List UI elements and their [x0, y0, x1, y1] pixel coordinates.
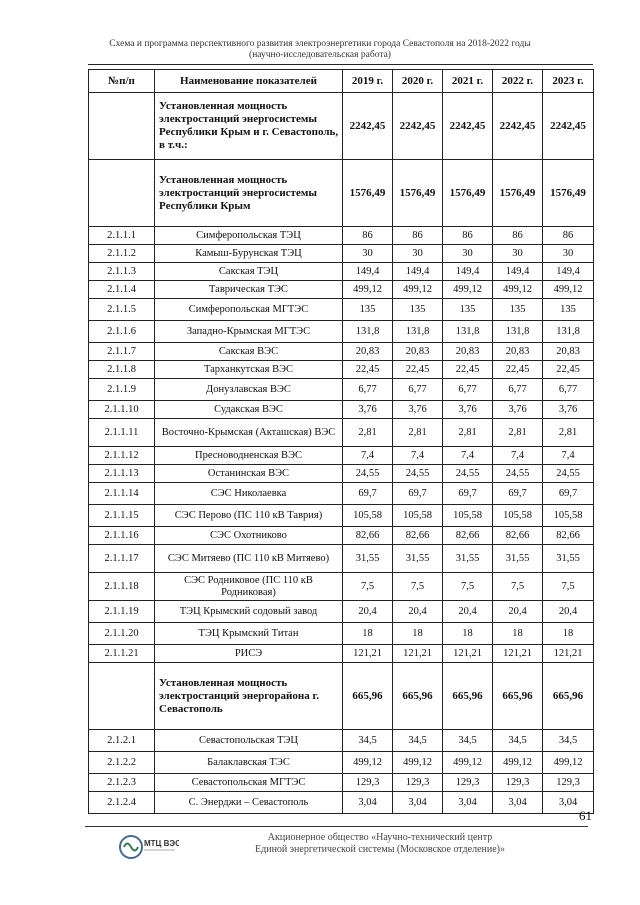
value-cell: 86: [443, 227, 493, 245]
table-row: [89, 483, 594, 505]
value-cell: 18: [543, 623, 594, 645]
table-header-row: [89, 70, 594, 93]
value-cell: 121,21: [343, 645, 393, 663]
value-cell: 665,96: [443, 663, 493, 730]
value-cell: 31,55: [493, 545, 543, 573]
value-cell: 7,4: [393, 447, 443, 465]
row-name-cell: СЭС Охотниково: [155, 527, 343, 545]
value-cell: 82,66: [493, 527, 543, 545]
column-header: 2023 г.: [543, 70, 594, 93]
table-row: [89, 545, 594, 573]
row-number-cell: 2.1.1.13: [89, 465, 155, 483]
table-section-row: [89, 160, 594, 227]
value-cell: 82,66: [393, 527, 443, 545]
value-cell: 20,83: [393, 343, 443, 361]
table-row: [89, 730, 594, 752]
value-cell: 30: [493, 245, 543, 263]
row-name-cell: Камыш-Бурунская ТЭЦ: [155, 245, 343, 263]
row-name-cell: Установленная мощность электростанций энергорайона г. Севастополь: [155, 663, 343, 730]
value-cell: 7,4: [543, 447, 594, 465]
value-cell: 20,83: [543, 343, 594, 361]
value-cell: 20,4: [443, 601, 493, 623]
row-number-cell: 2.1.1.12: [89, 447, 155, 465]
value-cell: 7,4: [443, 447, 493, 465]
table-row: [89, 361, 594, 379]
row-name-cell: СЭС Николаевка: [155, 483, 343, 505]
value-cell: 3,76: [343, 401, 393, 419]
row-name-cell: ТЭЦ Крымский содовый завод: [155, 601, 343, 623]
value-cell: 18: [343, 623, 393, 645]
capacity-table: [88, 69, 594, 814]
table-body: [89, 93, 594, 814]
row-name-cell: Судакская ВЭС: [155, 401, 343, 419]
value-cell: 69,7: [393, 483, 443, 505]
table-row: [89, 774, 594, 792]
table-section-row: [89, 93, 594, 160]
row-number-cell: [89, 93, 155, 160]
value-cell: 24,55: [393, 465, 443, 483]
value-cell: 149,4: [443, 263, 493, 281]
value-cell: 665,96: [493, 663, 543, 730]
value-cell: 6,77: [443, 379, 493, 401]
table-row: [89, 419, 594, 447]
column-header: 2020 г.: [393, 70, 443, 93]
value-cell: 31,55: [343, 545, 393, 573]
value-cell: 499,12: [543, 281, 594, 299]
table-row: [89, 401, 594, 419]
value-cell: 22,45: [493, 361, 543, 379]
value-cell: 34,5: [543, 730, 594, 752]
row-name-cell: Симферопольская МГТЭС: [155, 299, 343, 321]
row-name-cell: Севастопольская МГТЭС: [155, 774, 343, 792]
value-cell: 499,12: [393, 281, 443, 299]
table-row: [89, 379, 594, 401]
row-name-cell: СЭС Перово (ПС 110 кВ Таврия): [155, 505, 343, 527]
value-cell: 135: [343, 299, 393, 321]
page-number: 61: [579, 808, 592, 823]
value-cell: 82,66: [343, 527, 393, 545]
value-cell: 86: [343, 227, 393, 245]
value-cell: 121,21: [543, 645, 594, 663]
value-cell: 499,12: [443, 281, 493, 299]
value-cell: 6,77: [493, 379, 543, 401]
value-cell: 3,04: [393, 792, 443, 814]
row-number-cell: [89, 160, 155, 227]
value-cell: 7,5: [543, 573, 594, 601]
value-cell: 129,3: [443, 774, 493, 792]
column-header: 2019 г.: [343, 70, 393, 93]
value-cell: 20,83: [343, 343, 393, 361]
value-cell: 149,4: [493, 263, 543, 281]
value-cell: 131,8: [493, 321, 543, 343]
value-cell: 20,4: [493, 601, 543, 623]
value-cell: 3,76: [443, 401, 493, 419]
value-cell: 2,81: [543, 419, 594, 447]
value-cell: 86: [393, 227, 443, 245]
value-cell: 30: [343, 245, 393, 263]
row-number-cell: 2.1.1.3: [89, 263, 155, 281]
row-name-cell: Сакская ТЭЦ: [155, 263, 343, 281]
row-name-cell: Симферопольская ТЭЦ: [155, 227, 343, 245]
value-cell: 3,04: [443, 792, 493, 814]
value-cell: 69,7: [443, 483, 493, 505]
footer-divider: [85, 826, 588, 827]
row-name-cell: Пресноводненская ВЭС: [155, 447, 343, 465]
row-number-cell: 2.1.1.7: [89, 343, 155, 361]
value-cell: 22,45: [443, 361, 493, 379]
value-cell: 2,81: [343, 419, 393, 447]
value-cell: 499,12: [393, 752, 443, 774]
value-cell: 2,81: [443, 419, 493, 447]
column-header: Наименование показателей: [155, 70, 343, 93]
row-number-cell: 2.1.2.3: [89, 774, 155, 792]
value-cell: 121,21: [443, 645, 493, 663]
value-cell: 105,58: [343, 505, 393, 527]
row-number-cell: 2.1.1.18: [89, 573, 155, 601]
value-cell: 2242,45: [443, 93, 493, 160]
value-cell: 499,12: [543, 752, 594, 774]
table-row: [89, 299, 594, 321]
row-number-cell: 2.1.1.11: [89, 419, 155, 447]
value-cell: 665,96: [393, 663, 443, 730]
value-cell: 20,83: [443, 343, 493, 361]
value-cell: 7,5: [343, 573, 393, 601]
table-row: [89, 645, 594, 663]
value-cell: 30: [393, 245, 443, 263]
value-cell: 6,77: [343, 379, 393, 401]
value-cell: 499,12: [493, 752, 543, 774]
value-cell: 1576,49: [393, 160, 443, 227]
value-cell: 135: [493, 299, 543, 321]
row-number-cell: 2.1.2.4: [89, 792, 155, 814]
row-name-cell: Тарханкутская ВЭС: [155, 361, 343, 379]
value-cell: 665,96: [343, 663, 393, 730]
value-cell: 1576,49: [543, 160, 594, 227]
header-subtitle: (научно-исследовательская работа): [249, 50, 391, 60]
value-cell: 121,21: [493, 645, 543, 663]
table-row: [89, 465, 594, 483]
value-cell: 499,12: [343, 281, 393, 299]
table-row: [89, 623, 594, 645]
row-name-cell: Балаклавская ТЭС: [155, 752, 343, 774]
row-name-cell: СЭС Митяево (ПС 110 кВ Митяево): [155, 545, 343, 573]
row-number-cell: 2.1.1.6: [89, 321, 155, 343]
table-row: [89, 792, 594, 814]
row-number-cell: 2.1.1.19: [89, 601, 155, 623]
footer-line-2: Единой энергетической системы (Московское отделение)»: [255, 844, 505, 855]
table-row: [89, 227, 594, 245]
row-number-cell: 2.1.2.2: [89, 752, 155, 774]
company-logo-icon: [117, 830, 179, 864]
row-name-cell: СЭС Родниковое (ПС 110 кВ Родниковая): [155, 573, 343, 601]
row-number-cell: 2.1.1.15: [89, 505, 155, 527]
value-cell: 1576,49: [443, 160, 493, 227]
row-name-cell: Сакская ВЭС: [155, 343, 343, 361]
row-number-cell: 2.1.2.1: [89, 730, 155, 752]
value-cell: 7,4: [343, 447, 393, 465]
value-cell: 6,77: [543, 379, 594, 401]
value-cell: 69,7: [493, 483, 543, 505]
column-header: 2022 г.: [493, 70, 543, 93]
column-header: №п/п: [89, 70, 155, 93]
value-cell: 31,55: [543, 545, 594, 573]
table-row: [89, 601, 594, 623]
row-name-cell: Западно-Крымская МГТЭС: [155, 321, 343, 343]
value-cell: 665,96: [543, 663, 594, 730]
value-cell: 24,55: [543, 465, 594, 483]
table-row: [89, 505, 594, 527]
header-title: Схема и программа перспективного развития электроэнергетики города Севастополя на 2018-2022 годы: [109, 39, 531, 49]
value-cell: 135: [443, 299, 493, 321]
value-cell: 18: [393, 623, 443, 645]
row-name-cell: Таврическая ТЭС: [155, 281, 343, 299]
value-cell: 131,8: [543, 321, 594, 343]
value-cell: 2242,45: [393, 93, 443, 160]
value-cell: 129,3: [493, 774, 543, 792]
value-cell: 20,4: [393, 601, 443, 623]
row-name-cell: Установленная мощность электростанций энергосистемы Республики Крым: [155, 160, 343, 227]
row-number-cell: 2.1.1.2: [89, 245, 155, 263]
value-cell: 3,04: [543, 792, 594, 814]
value-cell: 105,58: [493, 505, 543, 527]
row-number-cell: 2.1.1.9: [89, 379, 155, 401]
value-cell: 2242,45: [493, 93, 543, 160]
value-cell: 7,5: [493, 573, 543, 601]
value-cell: 105,58: [393, 505, 443, 527]
logo-text: МТЦ ВЭС: [144, 839, 179, 848]
footer-organization: [215, 832, 545, 856]
row-number-cell: 2.1.1.17: [89, 545, 155, 573]
row-number-cell: 2.1.1.4: [89, 281, 155, 299]
value-cell: 22,45: [343, 361, 393, 379]
value-cell: 3,76: [493, 401, 543, 419]
table-row: [89, 321, 594, 343]
page-header: [60, 39, 580, 61]
value-cell: 149,4: [343, 263, 393, 281]
value-cell: 499,12: [443, 752, 493, 774]
value-cell: 34,5: [343, 730, 393, 752]
value-cell: 31,55: [443, 545, 493, 573]
value-cell: 22,45: [543, 361, 594, 379]
value-cell: 1576,49: [493, 160, 543, 227]
value-cell: 7,5: [393, 573, 443, 601]
value-cell: 105,58: [543, 505, 594, 527]
value-cell: 69,7: [343, 483, 393, 505]
row-number-cell: 2.1.1.16: [89, 527, 155, 545]
value-cell: 499,12: [493, 281, 543, 299]
value-cell: 135: [393, 299, 443, 321]
value-cell: 2242,45: [343, 93, 393, 160]
value-cell: 121,21: [393, 645, 443, 663]
value-cell: 24,55: [443, 465, 493, 483]
value-cell: 31,55: [393, 545, 443, 573]
value-cell: 7,4: [493, 447, 543, 465]
table-row: [89, 573, 594, 601]
value-cell: 24,55: [343, 465, 393, 483]
footer-line-1: Акционерное общество «Научно-технический центр: [267, 832, 493, 843]
value-cell: 34,5: [393, 730, 443, 752]
row-name-cell: Севастопольская ТЭЦ: [155, 730, 343, 752]
value-cell: 2242,45: [543, 93, 594, 160]
value-cell: 18: [443, 623, 493, 645]
value-cell: 149,4: [543, 263, 594, 281]
value-cell: 3,04: [493, 792, 543, 814]
value-cell: 131,8: [393, 321, 443, 343]
header-divider: [88, 64, 593, 65]
value-cell: 131,8: [343, 321, 393, 343]
row-number-cell: 2.1.1.14: [89, 483, 155, 505]
value-cell: 3,04: [343, 792, 393, 814]
table-row: [89, 527, 594, 545]
row-number-cell: 2.1.1.8: [89, 361, 155, 379]
row-name-cell: РИСЭ: [155, 645, 343, 663]
value-cell: 30: [443, 245, 493, 263]
value-cell: 20,83: [493, 343, 543, 361]
table-row: [89, 447, 594, 465]
value-cell: 149,4: [393, 263, 443, 281]
value-cell: 499,12: [343, 752, 393, 774]
column-header: 2021 г.: [443, 70, 493, 93]
table-row: [89, 263, 594, 281]
value-cell: 86: [493, 227, 543, 245]
value-cell: 82,66: [543, 527, 594, 545]
value-cell: 82,66: [443, 527, 493, 545]
row-name-cell: Установленная мощность электростанций энергосистемы Республики Крым и г. Севастополь, в т.ч.:: [155, 93, 343, 160]
value-cell: 34,5: [443, 730, 493, 752]
row-number-cell: 2.1.1.1: [89, 227, 155, 245]
value-cell: 2,81: [393, 419, 443, 447]
value-cell: 20,4: [343, 601, 393, 623]
value-cell: 18: [493, 623, 543, 645]
value-cell: 105,58: [443, 505, 493, 527]
row-number-cell: 2.1.1.10: [89, 401, 155, 419]
value-cell: 129,3: [543, 774, 594, 792]
value-cell: 69,7: [543, 483, 594, 505]
table-row: [89, 245, 594, 263]
value-cell: 3,76: [393, 401, 443, 419]
row-name-cell: Восточно-Крымская (Акташская) ВЭС: [155, 419, 343, 447]
table-row: [89, 343, 594, 361]
table-section-row: [89, 663, 594, 730]
value-cell: 22,45: [393, 361, 443, 379]
value-cell: 6,77: [393, 379, 443, 401]
value-cell: 30: [543, 245, 594, 263]
value-cell: 129,3: [393, 774, 443, 792]
value-cell: 1576,49: [343, 160, 393, 227]
table-row: [89, 752, 594, 774]
row-number-cell: 2.1.1.5: [89, 299, 155, 321]
table-row: [89, 281, 594, 299]
value-cell: 129,3: [343, 774, 393, 792]
value-cell: 3,76: [543, 401, 594, 419]
value-cell: 86: [543, 227, 594, 245]
row-number-cell: 2.1.1.20: [89, 623, 155, 645]
row-number-cell: [89, 663, 155, 730]
row-name-cell: Донузлавская ВЭС: [155, 379, 343, 401]
row-name-cell: ТЭЦ Крымский Титан: [155, 623, 343, 645]
value-cell: 24,55: [493, 465, 543, 483]
value-cell: 20,4: [543, 601, 594, 623]
value-cell: 2,81: [493, 419, 543, 447]
row-name-cell: С. Энерджи – Севастополь: [155, 792, 343, 814]
value-cell: 34,5: [493, 730, 543, 752]
value-cell: 131,8: [443, 321, 493, 343]
value-cell: 135: [543, 299, 594, 321]
value-cell: 7,5: [443, 573, 493, 601]
row-name-cell: Останинская ВЭС: [155, 465, 343, 483]
row-number-cell: 2.1.1.21: [89, 645, 155, 663]
